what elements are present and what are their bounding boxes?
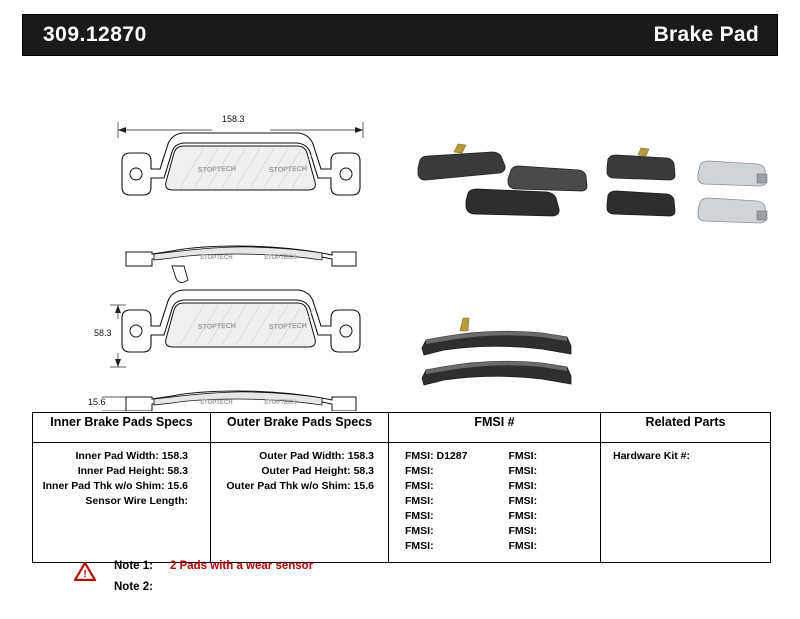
svg-text:STOPTECH: STOPTECH — [197, 322, 237, 331]
header-outer-specs: Outer Brake Pads Specs — [211, 413, 389, 443]
dimension-pad-thickness: 15.6 — [88, 397, 106, 407]
pad-photo-group-right — [607, 148, 767, 223]
list-item: FMSI: — [405, 465, 434, 477]
dimension-top-width: 158.3 — [222, 114, 245, 124]
list-item: Outer Pad Width: 158.3 — [259, 450, 374, 462]
note-1-value: 2 Pads with a wear sensor — [170, 560, 314, 572]
cell-inner-specs — [33, 443, 211, 563]
header-related-parts: Related Parts — [601, 413, 771, 443]
datasheet-page — [22, 14, 778, 604]
list-item: FMSI: — [508, 450, 538, 462]
cell-fmsi — [389, 443, 601, 563]
note-row-2 — [70, 581, 570, 602]
brake-pad-technical-drawing — [22, 56, 778, 411]
list-item: Sensor Wire Length: — [85, 495, 188, 507]
header-inner-specs: Inner Brake Pads Specs — [33, 413, 211, 443]
list-item: Inner Pad Thk w/o Shim: 15.6 — [42, 480, 188, 492]
list-item: FMSI: — [405, 480, 434, 492]
table-header-row — [33, 413, 771, 443]
list-item: FMSI: — [508, 465, 538, 477]
svg-text:STOPTECH: STOPTECH — [197, 165, 237, 174]
cell-outer-specs — [211, 443, 389, 563]
list-item: Hardware Kit #: — [613, 450, 691, 462]
list-item: Inner Pad Height: 58.3 — [77, 465, 188, 477]
svg-text:!: ! — [83, 569, 87, 580]
document-type: Brake Pad — [653, 23, 759, 46]
list-item: Outer Pad Height: 58.3 — [261, 465, 374, 477]
cell-related-parts — [601, 443, 771, 563]
related-parts-list — [605, 449, 766, 464]
list-item: FMSI: — [405, 510, 434, 522]
specifications-table — [32, 412, 771, 563]
list-item: Outer Pad Thk w/o Shim: 15.6 — [226, 480, 374, 492]
list-item: FMSI: — [508, 525, 538, 537]
note-1-label: Note 1: — [114, 560, 153, 572]
inner-specs-list — [37, 449, 206, 509]
part-number: 309.12870 — [43, 23, 147, 46]
table-body-row — [33, 443, 771, 563]
list-item: Inner Pad Width: 158.3 — [75, 450, 188, 462]
notes-section — [70, 560, 570, 602]
list-item: FMSI: — [508, 480, 538, 492]
dimension-pad-height: 58.3 — [94, 328, 112, 338]
svg-text:STOPTECH: STOPTECH — [268, 165, 308, 174]
svg-text:STOPTECH: STOPTECH — [268, 322, 308, 331]
list-item: FMSI: — [508, 495, 538, 507]
header-fmsi: FMSI # — [389, 413, 601, 443]
page-header — [22, 14, 778, 56]
thickness-dimension-line — [102, 397, 126, 411]
warning-icon — [74, 562, 96, 581]
svg-text:STOPTECH: STOPTECH — [200, 255, 233, 261]
note-2-label: Note 2: — [114, 581, 153, 593]
svg-text:STOPTECH: STOPTECH — [264, 255, 297, 261]
pad-photo-edge-views — [422, 318, 571, 385]
svg-text:STOPTECH: STOPTECH — [264, 400, 297, 406]
outer-specs-list — [215, 449, 384, 494]
list-item: FMSI: — [405, 495, 434, 507]
pad-photo-group-left — [418, 144, 587, 216]
list-item: FMSI: D1287 — [405, 450, 468, 462]
fmsi-list — [393, 449, 596, 554]
note-row-1 — [70, 560, 570, 581]
svg-text:STOPTECH: STOPTECH — [200, 400, 233, 406]
drawing-area — [22, 56, 778, 411]
list-item: FMSI: — [405, 540, 434, 552]
list-item: FMSI: — [508, 540, 538, 552]
list-item: FMSI: — [508, 510, 538, 522]
list-item: FMSI: — [405, 525, 434, 537]
